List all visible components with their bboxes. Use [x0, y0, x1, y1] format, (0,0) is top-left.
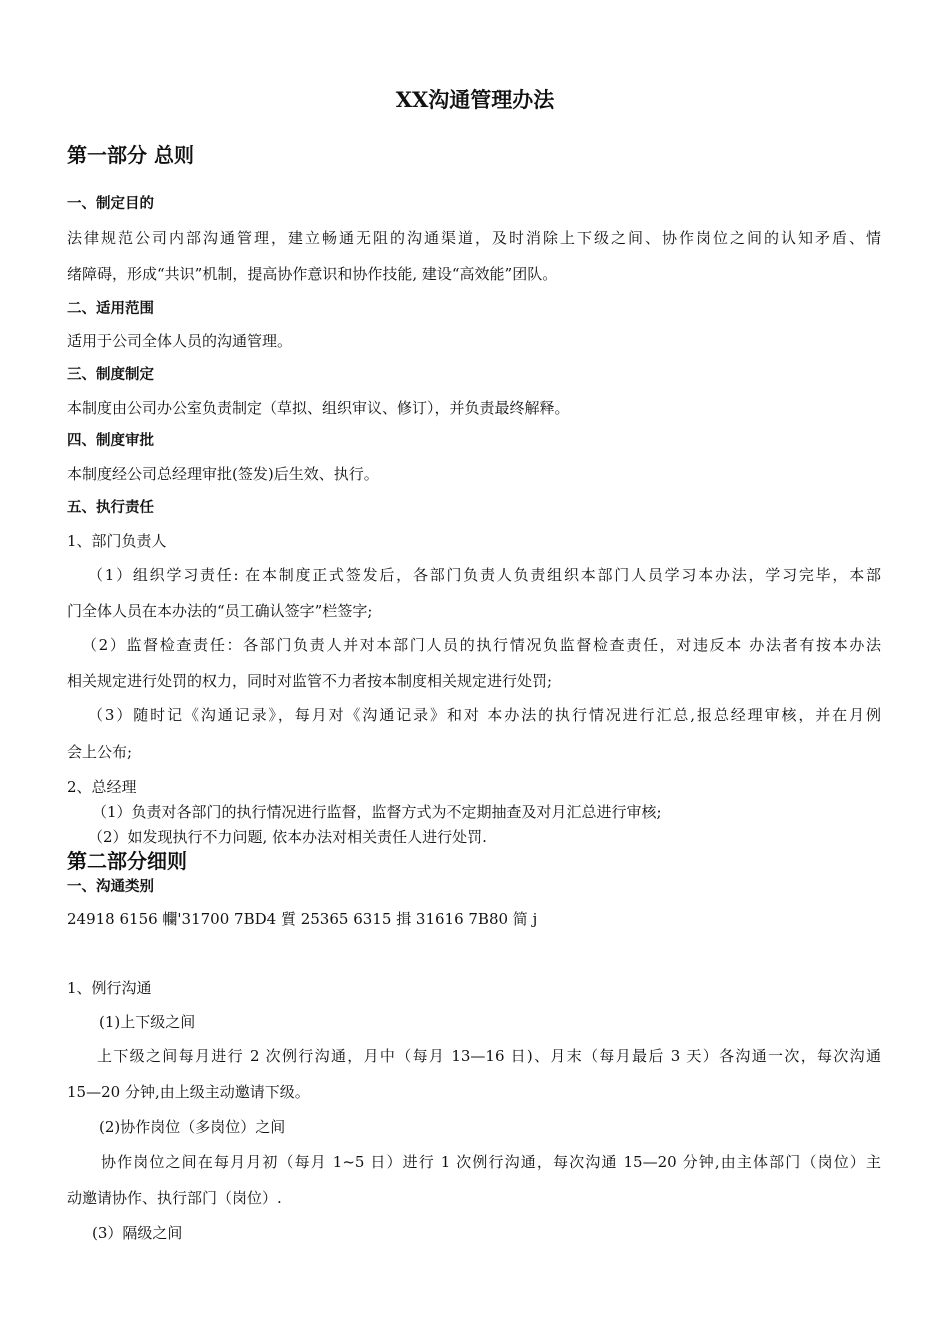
paragraph-line: 法律规范公司内部沟通管理，建立畅通无阻的沟通渠道，及时消除上下级之间、协作岗位之间的认知矛盾、情	[67, 229, 881, 247]
section-heading-approval: 四、制度审批	[67, 433, 154, 449]
paragraph-line: （2）监督检查责任：各部门负责人并对本部门人员的执行情况负监督检查责任，对违反本 办法者有按本办法	[82, 636, 881, 654]
paragraph-line: 协作岗位之间在每月月初（每月 1~5 日）进行 1 次例行沟通，每次沟通 15—20 分钟,由主体部门（岗位）主	[101, 1153, 881, 1171]
paragraph-line: 15—20 分钟,由上级主动邀请下级。	[67, 1083, 310, 1101]
sub-heading: (3）隔级之间	[92, 1224, 183, 1242]
part2-heading: 第二部分细则	[67, 849, 187, 873]
section-heading-responsibility: 五、执行责任	[67, 500, 154, 516]
paragraph-line: 上下级之间每月进行 2 次例行沟通，月中（每月 13—16 日)、月末（每月最后 3 天）各沟通一次，每次沟通	[97, 1047, 881, 1065]
paragraph-line: 门全体人员在本办法的“员工确认签字”栏签字;	[67, 602, 373, 620]
paragraph-line: 绪障碍，形成“共识”机制，提高协作意识和协作技能, 建设“高效能”团队。	[67, 265, 558, 283]
sub-heading: (1)上下级之间	[99, 1013, 196, 1031]
section-heading-scope: 二、适用范围	[67, 301, 154, 317]
paragraph-line: 本制度经公司总经理审批(签发)后生效、执行。	[67, 465, 379, 483]
paragraph-line: （3）随时记《沟通记录》，每月对《沟通记录》和对 本办法的执行情况进行汇总,报总经理审核，并在月例	[88, 706, 881, 724]
section-heading-purpose: 一、制定目的	[67, 196, 154, 212]
paragraph-line: （1）负责对各部门的执行情况进行监督，监督方式为不定期抽查及对月汇总进行审核;	[92, 803, 662, 821]
section-heading-formulation: 三、制度制定	[67, 367, 154, 383]
paragraph-line: 适用于公司全体人员的沟通管理。	[67, 332, 293, 350]
paragraph-line: （2）如发现执行不力问题, 依本办法对相关责任人进行处罚.	[88, 828, 487, 846]
part1-heading: 第一部分 总则	[67, 143, 194, 167]
document-title: XX沟通管理办法	[395, 87, 555, 112]
paragraph-line: 会上公布;	[67, 743, 133, 761]
paragraph-line: （1）组织学习责任: 在本制度正式签发后，各部门负责人负责组织本部门人员学习本办法，学习完毕，本部	[88, 566, 881, 584]
garbled-text-line: 24918 6156 幱'31700 7BD4 質 25365 6315 揖 31616 7B80 简 j	[67, 910, 538, 928]
list-item: 1、部门负责人	[67, 532, 167, 550]
paragraph-line: 相关规定进行处罚的权力，同时对监管不力者按本制度相关规定进行处罚;	[67, 672, 553, 690]
sub-heading: (2)协作岗位（多岗位）之间	[99, 1118, 286, 1136]
paragraph-line: 动邀请协作、执行部门（岗位）.	[67, 1189, 282, 1207]
list-item: 2、总经理	[67, 778, 137, 796]
paragraph-line: 本制度由公司办公室负责制定（草拟、组织审议、修订），并负责最终解释。	[67, 399, 570, 417]
section-heading-categories: 一、沟通类别	[67, 879, 154, 895]
list-item: 1、例行沟通	[67, 979, 152, 997]
